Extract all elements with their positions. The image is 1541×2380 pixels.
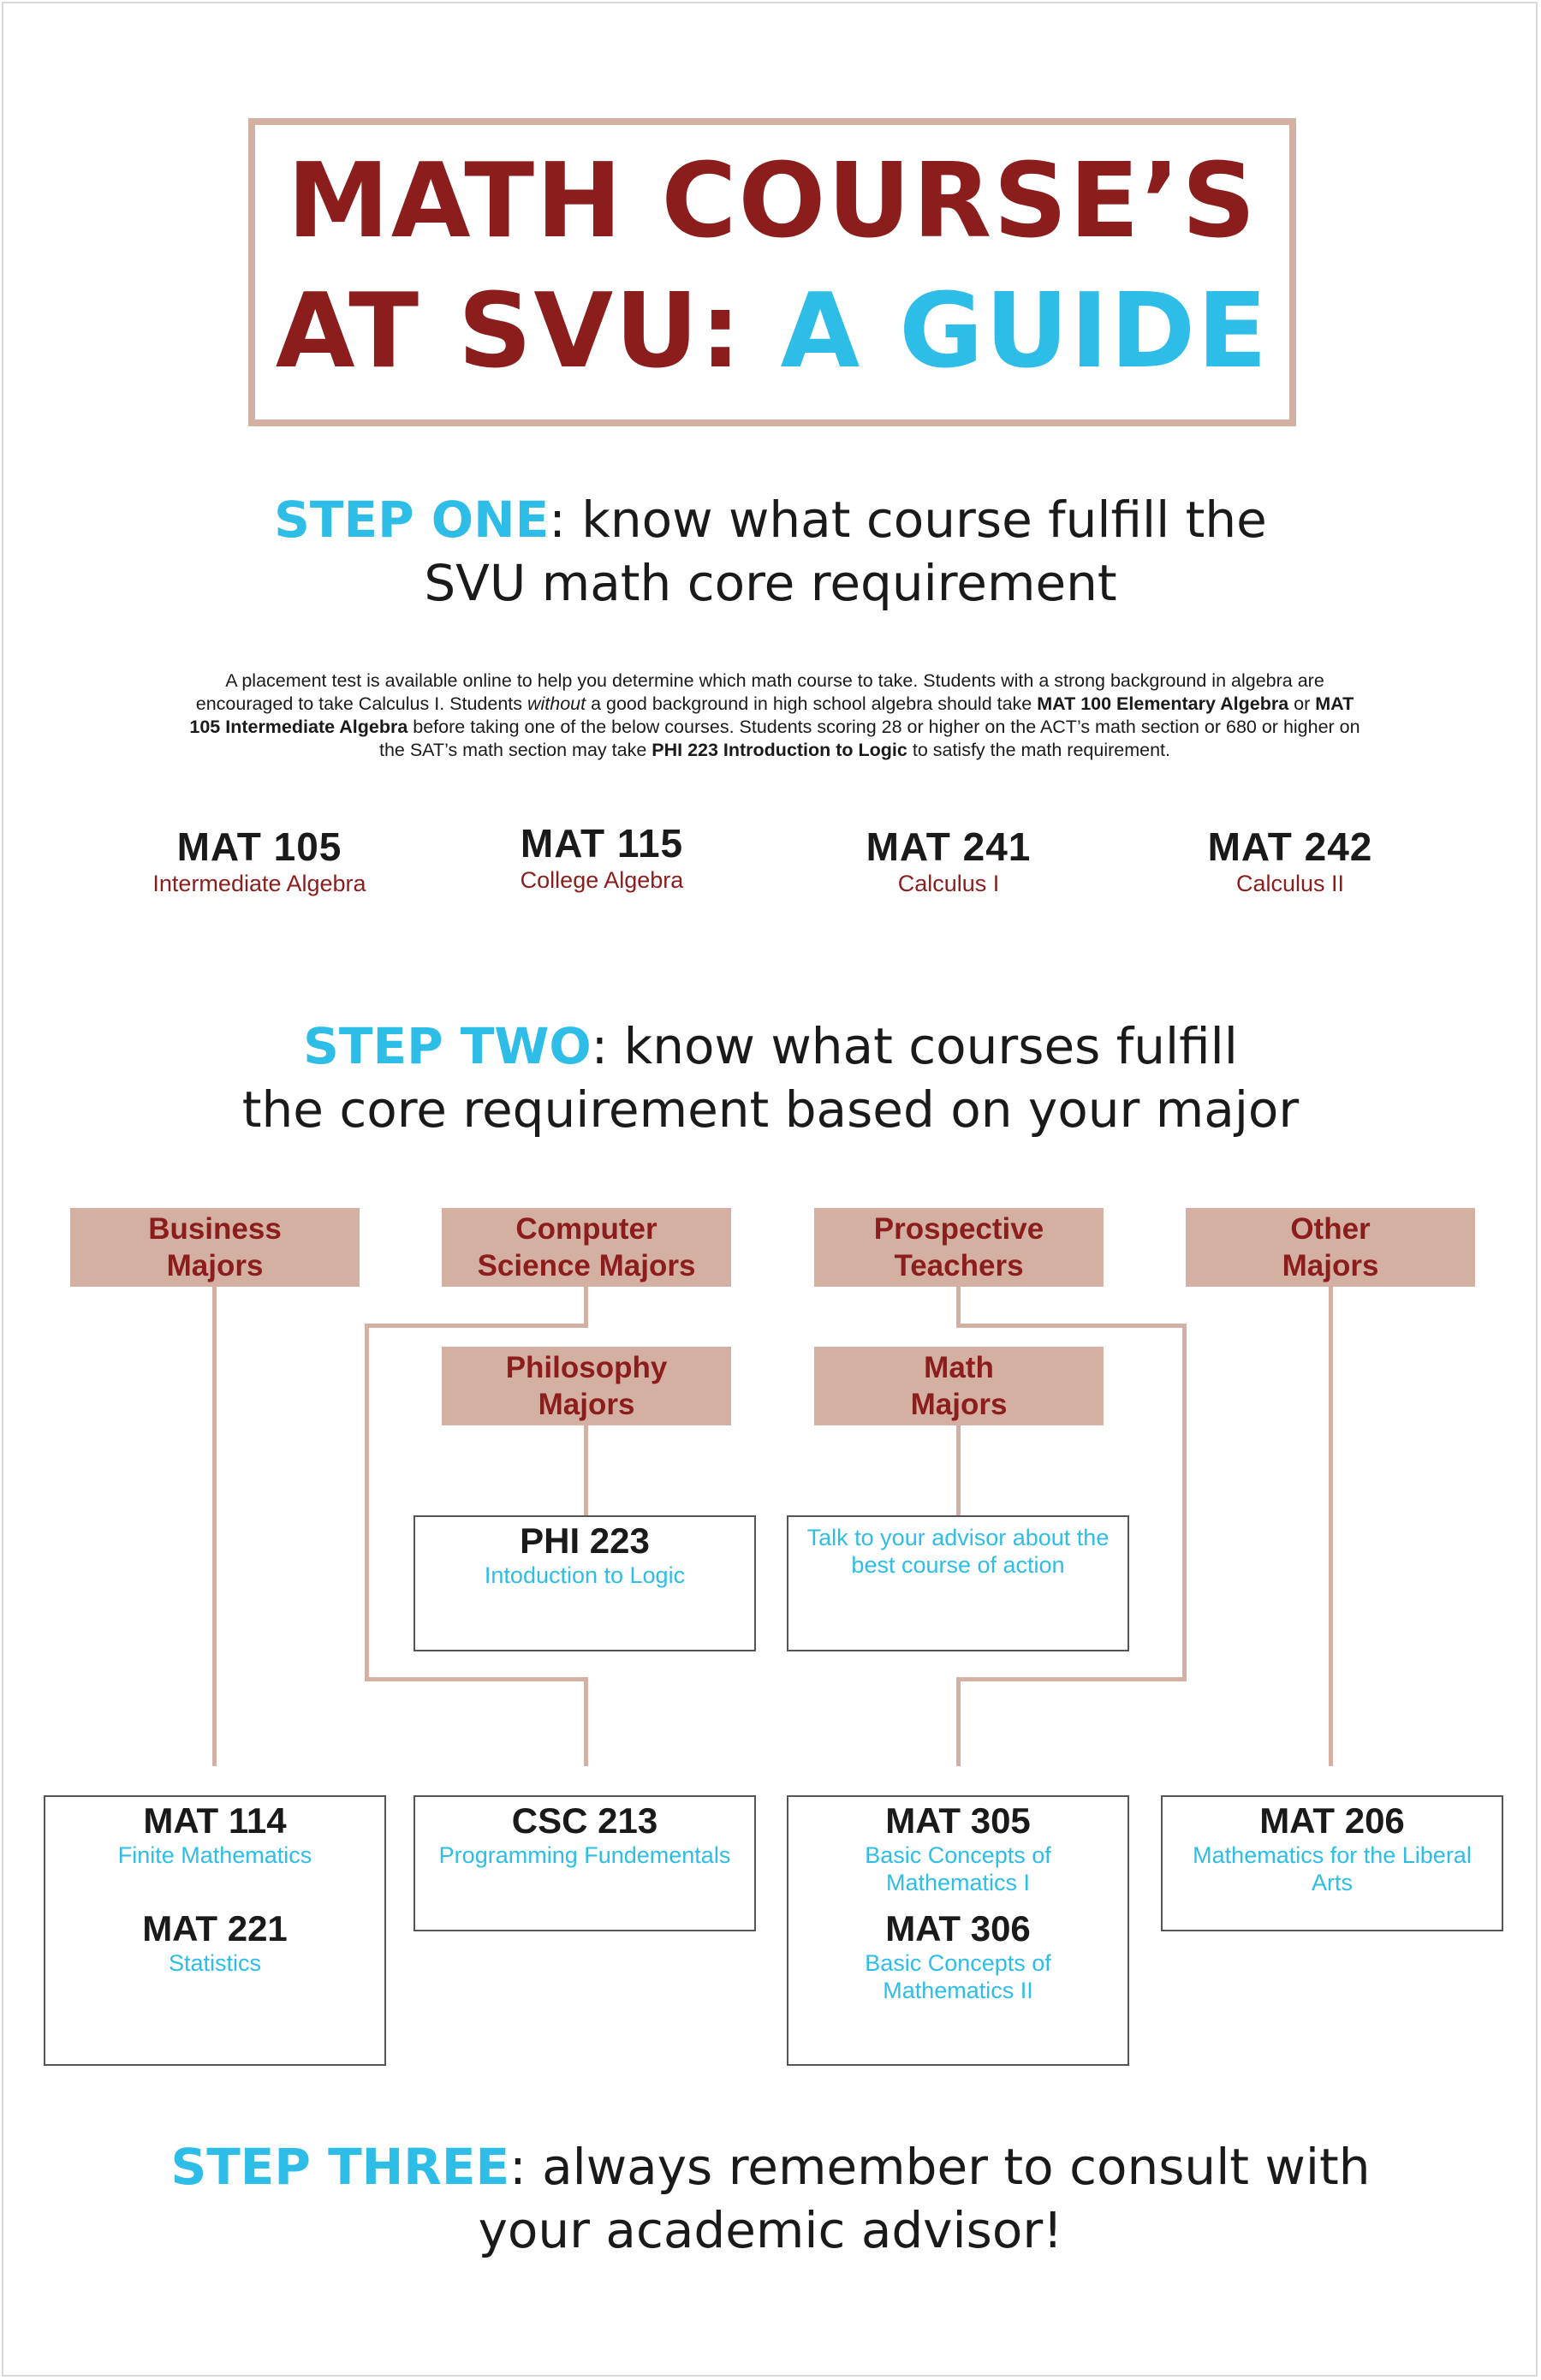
course-code: MAT 115 bbox=[520, 821, 684, 866]
major-other bbox=[1186, 1208, 1475, 1287]
title-line-1: MATH COURSE’S bbox=[287, 142, 1258, 261]
major-business bbox=[70, 1208, 360, 1287]
connector-business bbox=[212, 1284, 217, 1766]
major-computer-science bbox=[442, 1208, 731, 1287]
course-code: MAT 241 bbox=[866, 824, 1032, 869]
connector-teach-vertical bbox=[1182, 1324, 1187, 1681]
major-label-1: Business bbox=[148, 1212, 282, 1246]
major-label-2: Majors bbox=[166, 1249, 264, 1282]
connector-math-to-advisor bbox=[956, 1424, 961, 1516]
connector-cs-down bbox=[584, 1284, 588, 1327]
intro-bold-mat100: MAT 100 Elementary Algebra bbox=[1037, 693, 1289, 714]
major-label-2: Majors bbox=[1282, 1249, 1379, 1282]
course-name: Intermediate Algebra bbox=[152, 871, 366, 896]
course-code: MAT 305 bbox=[885, 1800, 1031, 1841]
major-label-2: Science Majors bbox=[477, 1249, 696, 1282]
connector-other bbox=[1329, 1284, 1333, 1766]
connector-teach-bottom bbox=[956, 1677, 1187, 1681]
title-line-2-prefix: AT SVU: bbox=[275, 272, 781, 391]
step-one-text-1: : know what course fulfill the bbox=[549, 491, 1267, 549]
major-math bbox=[814, 1347, 1104, 1425]
step-two-text-1: : know what courses fulfill bbox=[591, 1017, 1238, 1075]
step-three-text-1: : always remember to consult with bbox=[509, 2138, 1371, 2196]
core-course-mat115 bbox=[439, 820, 765, 894]
advisor-box bbox=[787, 1515, 1129, 1651]
course-code: CSC 213 bbox=[511, 1800, 658, 1841]
intro-italic: without bbox=[527, 693, 586, 714]
course-code: MAT 114 bbox=[143, 1800, 287, 1841]
course-name: Basic Concepts of Mathematics II bbox=[865, 1950, 1051, 2003]
major-label-2: Majors bbox=[538, 1388, 635, 1421]
connector-teach-down bbox=[956, 1284, 961, 1327]
major-prospective-teachers bbox=[814, 1208, 1104, 1287]
title-box bbox=[248, 118, 1296, 426]
course-code: MAT 242 bbox=[1207, 824, 1373, 869]
step-three-label: STEP THREE bbox=[170, 2138, 510, 2196]
major-label-1: Computer bbox=[515, 1212, 657, 1246]
title-accent: A GUIDE bbox=[780, 272, 1270, 391]
major-label-1: Philosophy bbox=[505, 1351, 668, 1384]
connector-phil-to-phi bbox=[584, 1424, 588, 1516]
connector-teach-right bbox=[956, 1324, 1187, 1328]
connector-teach-to-mat305 bbox=[956, 1677, 961, 1766]
major-label-2: Teachers bbox=[894, 1249, 1024, 1282]
core-course-mat242 bbox=[1127, 824, 1453, 897]
intro-text-3: a good background in high school algebra should take bbox=[586, 693, 1038, 714]
result-box-other bbox=[1161, 1795, 1503, 1931]
step-one-text-2: SVU math core requirement bbox=[424, 554, 1117, 612]
connector-cs-vertical bbox=[365, 1324, 369, 1681]
intro-bold-phi223: PHI 223 Introduction to Logic bbox=[652, 740, 907, 760]
course-code: MAT 105 bbox=[176, 824, 342, 869]
course-name: Finite Mathematics bbox=[117, 1842, 312, 1868]
major-label-2: Majors bbox=[910, 1388, 1008, 1421]
course-name: Calculus II bbox=[1235, 871, 1345, 896]
course-name: Basic Concepts of Mathematics I bbox=[865, 1842, 1051, 1895]
major-philosophy bbox=[442, 1347, 731, 1425]
step-one-line-1 bbox=[0, 488, 1541, 551]
course-name: Statistics bbox=[168, 1950, 262, 1976]
result-box-business bbox=[44, 1795, 386, 2066]
course-name: Programming Fundementals bbox=[438, 1842, 731, 1868]
course-name: Calculus I bbox=[897, 871, 1000, 896]
spacer bbox=[45, 1869, 384, 1905]
step-two-text-2: the core requirement based on your major bbox=[241, 1080, 1300, 1139]
course-code: PHI 223 bbox=[520, 1520, 650, 1561]
intro-text-4: or bbox=[1288, 693, 1316, 714]
major-label-1: Other bbox=[1290, 1212, 1371, 1246]
intro-text-5: before taking one of the below courses. Students scoring 28 or higher on the ACT’s math section or 680 or higher on the SAT’s math section may take bbox=[378, 717, 1360, 760]
course-code: MAT 221 bbox=[142, 1908, 288, 1949]
step-two-label: STEP TWO bbox=[303, 1017, 592, 1075]
step-three-heading bbox=[0, 2135, 1541, 2262]
result-box-cs bbox=[414, 1795, 756, 1931]
major-label-1: Prospective bbox=[873, 1212, 1044, 1246]
step-two-heading bbox=[0, 1014, 1541, 1141]
course-name: Mathematics for the Liberal Arts bbox=[1193, 1842, 1472, 1895]
course-code: MAT 306 bbox=[885, 1908, 1031, 1949]
result-box-teachers bbox=[787, 1795, 1129, 2066]
core-course-mat105 bbox=[97, 824, 422, 897]
step-one-label: STEP ONE bbox=[274, 491, 550, 549]
connector-cs-left bbox=[365, 1324, 588, 1328]
intro-bold-mat105: MAT 105 Intermediate Algebra bbox=[189, 693, 1354, 737]
intro-text-1: A placement test is available online to help you determine which math course to take. Students with a strong background in algebra are encouraged to take Calculus I. Students bbox=[195, 670, 1324, 714]
connector-cs-to-csc bbox=[584, 1677, 588, 1766]
course-box-phi223 bbox=[414, 1515, 756, 1651]
intro-text-6: to satisfy the math requirement. bbox=[907, 740, 1170, 760]
advisor-text: Talk to your advisor about the best course of action bbox=[806, 1525, 1110, 1578]
step-three-line-1 bbox=[0, 2135, 1541, 2199]
step-three-text-2: your academic advisor! bbox=[478, 2201, 1063, 2259]
connector-cs-bottom bbox=[365, 1677, 588, 1681]
title-line-2 bbox=[255, 272, 1289, 391]
course-name: College Algebra bbox=[520, 867, 684, 893]
step-two-line-1 bbox=[0, 1014, 1541, 1078]
step-one-heading bbox=[0, 488, 1541, 615]
placement-paragraph bbox=[180, 669, 1370, 762]
major-label-1: Math bbox=[924, 1351, 994, 1384]
core-course-mat241 bbox=[786, 824, 1111, 897]
course-name: Intoduction to Logic bbox=[484, 1562, 686, 1588]
course-code: MAT 206 bbox=[1259, 1800, 1405, 1841]
